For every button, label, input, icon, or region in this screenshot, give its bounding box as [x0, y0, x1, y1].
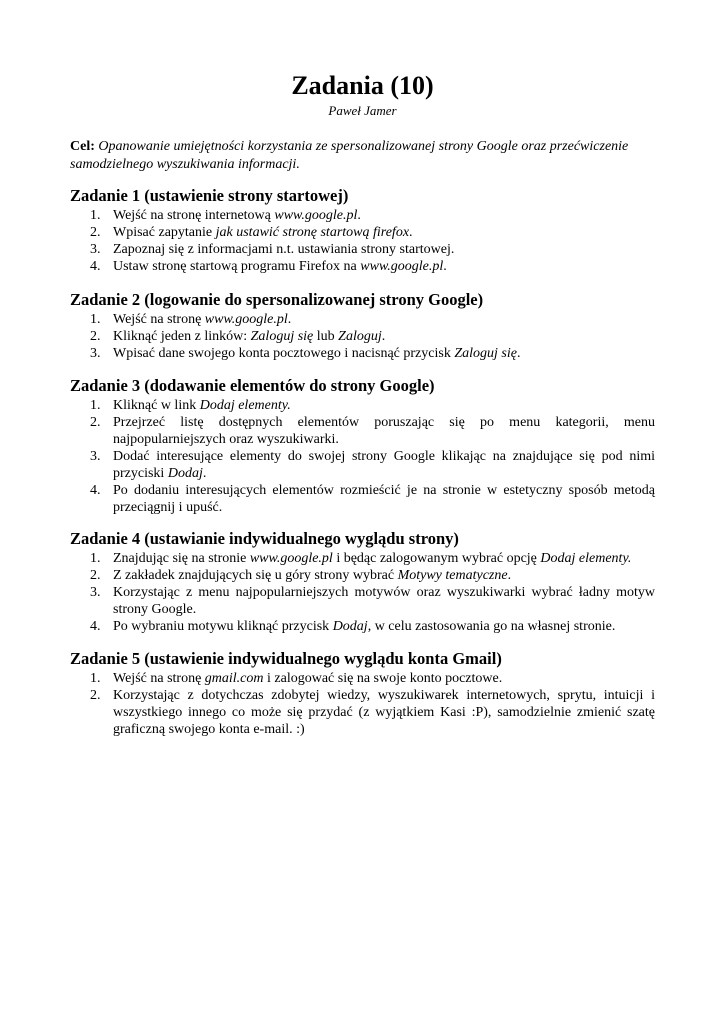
- item-number: 3.: [90, 585, 101, 600]
- list-item: [70, 448, 655, 482]
- item-number: 3.: [90, 346, 101, 361]
- task-list: [70, 311, 655, 362]
- item-emphasis: Dodaj elementy.: [540, 551, 632, 566]
- item-text: i zalogować się na swoje konto pocztowe.: [263, 671, 503, 686]
- item-number: 2.: [90, 225, 101, 240]
- item-emphasis: Dodaj: [167, 466, 203, 481]
- list-item: [70, 584, 655, 618]
- item-number: 1.: [90, 398, 101, 413]
- item-emphasis: Zaloguj się: [454, 346, 517, 361]
- item-text: Z zakładek znajdujących się u góry strony wybrać: [113, 568, 398, 583]
- task-3: [70, 376, 655, 516]
- item-text: Kliknąć jeden z linków:: [113, 329, 251, 344]
- item-number: 1.: [90, 312, 101, 327]
- item-text: Wpisać dane swojego konta pocztowego i nacisnąć przycisk: [113, 346, 455, 361]
- item-text: Zapoznaj się z informacjami n.t. ustawiania strony startowej.: [113, 242, 455, 257]
- list-item: [70, 414, 655, 448]
- item-number: 1.: [90, 551, 101, 566]
- task-4: [70, 529, 655, 635]
- item-number: 2.: [90, 329, 101, 344]
- item-emphasis: Dodaj: [332, 619, 368, 634]
- item-text: Wejść na stronę internetową: [113, 208, 275, 223]
- item-text: Znajdując się na stronie: [113, 551, 250, 566]
- item-text: Po wybraniu motywu kliknąć przycisk: [113, 619, 333, 634]
- item-number: 4.: [90, 259, 101, 274]
- task-1: [70, 186, 655, 275]
- task-heading: Zadanie 4 (ustawianie indywidualnego wyglądu strony): [70, 529, 459, 548]
- task-heading: Zadanie 1 (ustawienie strony startowej): [70, 186, 349, 205]
- item-text: Korzystając z dotychczas zdobytej wiedzy, wyszukiwarek internetowych, sprytu, intuicji i wszystkiego innego co może się przydać (z wyjątkiem Kasi :P), samodzielnie zmienić szatę graficzną swojego konta e-mail. :): [113, 688, 655, 737]
- item-text: Przejrzeć listę dostępnych elementów poruszając się po menu kategorii, menu najpopularniejszych oraz wyszukiwarki.: [113, 415, 655, 447]
- list-item: [70, 207, 655, 224]
- item-text: .: [516, 346, 521, 361]
- item-number: 3.: [90, 449, 101, 464]
- task-list: [70, 207, 655, 275]
- item-emphasis: gmail.com: [204, 671, 264, 686]
- list-item: [70, 618, 655, 635]
- task-heading: Zadanie 5 (ustawienie indywidualnego wyglądu konta Gmail): [70, 649, 502, 668]
- item-emphasis: Motywy tematyczne: [397, 568, 508, 583]
- task-5: [70, 649, 655, 738]
- item-text: .: [409, 225, 413, 240]
- item-number: 1.: [90, 671, 101, 686]
- item-number: 1.: [90, 208, 101, 223]
- list-item: [70, 567, 655, 584]
- item-text: Wpisać zapytanie: [113, 225, 216, 240]
- item-text: Ustaw stronę startową programu Firefox na: [113, 259, 361, 274]
- item-number: 2.: [90, 568, 101, 583]
- item-number: 3.: [90, 242, 101, 257]
- task-list: [70, 550, 655, 635]
- task-2: [70, 290, 655, 362]
- item-text: i będąc zalogowanym wybrać opcję: [332, 551, 541, 566]
- item-number: 4.: [90, 483, 101, 498]
- item-text: Dodać interesujące elementy do swojej strony Google klikając na znajdujące się pod nimi przyciski: [113, 449, 655, 481]
- item-text: .: [381, 329, 386, 344]
- item-text: Wejść na stronę: [113, 312, 205, 327]
- goal-label: Cel:: [70, 139, 95, 154]
- item-emphasis: jak ustawić stronę startową firefox: [215, 225, 410, 240]
- item-text: .: [202, 466, 207, 481]
- document-title: Zadania (10): [291, 71, 434, 100]
- item-emphasis: www.google.pl: [249, 551, 333, 566]
- item-text: .: [507, 568, 512, 583]
- goal-paragraph: [70, 138, 655, 174]
- item-text: Wejść na stronę: [113, 671, 205, 686]
- item-emphasis: www.google.pl: [360, 259, 444, 274]
- list-item: [70, 550, 655, 567]
- document-author: Paweł Jamer: [328, 103, 397, 118]
- item-number: 2.: [90, 415, 101, 430]
- item-emphasis: Zaloguj się: [250, 329, 314, 344]
- item-number: 4.: [90, 619, 101, 634]
- item-emphasis: Dodaj elementy.: [199, 398, 291, 413]
- list-item: [70, 328, 655, 345]
- list-item: [70, 670, 655, 687]
- item-text: Korzystając z menu najpopularniejszych motywów oraz wyszukiwarki wybrać ładny motyw strony Google.: [113, 585, 655, 617]
- list-item: [70, 241, 655, 258]
- item-emphasis: www.google.pl: [274, 208, 358, 223]
- item-text: , w celu zastosowania go na własnej stronie.: [367, 619, 616, 634]
- list-item: [70, 345, 655, 362]
- list-item: [70, 482, 655, 516]
- list-item: [70, 397, 655, 414]
- item-text: Po dodaniu interesujących elementów rozmieścić je na stronie w estetyczny sposób metodą przeciągnij i upuść.: [113, 483, 655, 515]
- item-text: .: [287, 312, 292, 327]
- list-item: [70, 687, 655, 738]
- task-heading: Zadanie 3 (dodawanie elementów do strony Google): [70, 376, 435, 395]
- item-text: .: [443, 259, 447, 274]
- list-item: [70, 311, 655, 328]
- item-number: 2.: [90, 688, 101, 703]
- item-text: Kliknąć w link: [113, 398, 200, 413]
- item-text: .: [357, 208, 361, 223]
- item-text: lub: [313, 329, 339, 344]
- item-emphasis: www.google.pl: [204, 312, 288, 327]
- goal-text: Opanowanie umiejętności korzystania ze spersonalizowanej strony Google oraz przećwiczenie samodzielnego wyszukiwania informacji.: [70, 139, 629, 172]
- list-item: [70, 224, 655, 241]
- task-list: [70, 670, 655, 738]
- list-item: [70, 258, 655, 275]
- task-list: [70, 397, 655, 516]
- item-emphasis: Zaloguj: [338, 329, 382, 344]
- task-heading: Zadanie 2 (logowanie do spersonalizowanej strony Google): [70, 290, 484, 309]
